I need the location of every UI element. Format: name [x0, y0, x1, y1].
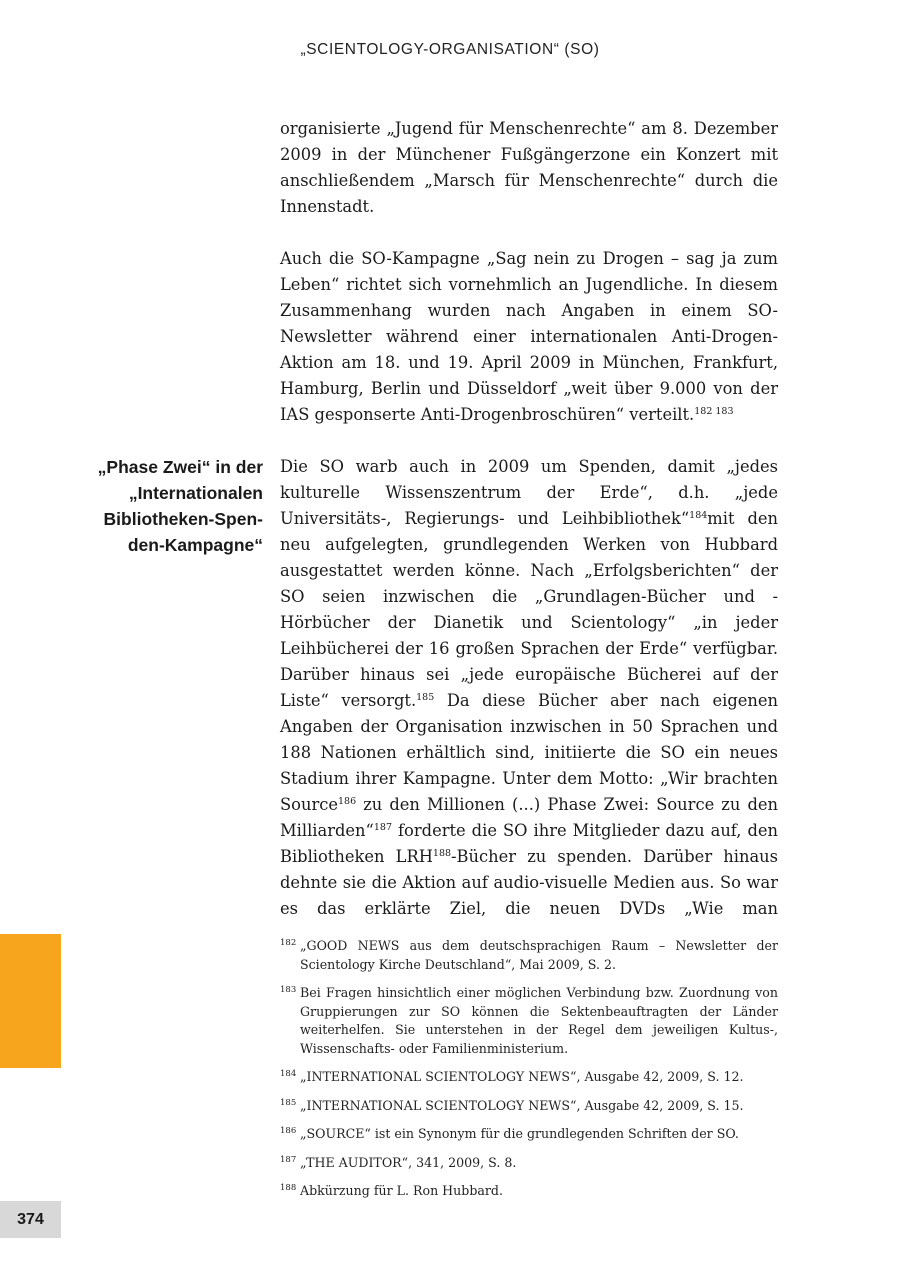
- paragraph-text: Auch die SO-Kampagne „Sag nein zu Drogen – sag ja zum Leben“ richtet sich vornehmlich an Jugendliche. In diesem Zusammenhang wurden nach Angaben in einem SO-Newsletter während einer internationalen Anti-Drogen-Aktion am 18. und 19. April 2009 in München, Frankfurt, Hamburg, Berlin und Düsseldorf „weit über 9.000 von der IAS gesponserte Anti-Drogenbroschüren“ verteilt.: [280, 249, 778, 424]
- footnote-text: „SOURCE“ ist ein Synonym für die grundlegenden Schriften der SO.: [300, 1126, 739, 1141]
- footnote-item: [280, 1125, 778, 1144]
- footnote-number: 188: [280, 1183, 297, 1193]
- footnote-item: [280, 937, 778, 974]
- footnote-ref[interactable]: 185: [416, 692, 435, 703]
- footnote-number: 187: [280, 1154, 297, 1165]
- chapter-color-tab: [0, 934, 61, 1068]
- page-number: 374: [0, 1201, 61, 1238]
- body-paragraph-1: [280, 116, 778, 220]
- footnote-text: „THE AUDITOR“, 341, 2009, S. 8.: [300, 1154, 517, 1170]
- running-head: „SCIENTOLOGY-ORGANISATION“ (SO): [300, 41, 600, 58]
- footnote-text: Bei Fragen hinsichtlich einer möglichen Verbindung bzw. Zuordnung von Gruppierungen zur SO können die Sektenbeauftragten der Länder weiterhelfen. Sie unterstehen in der Regel dem jeweiligen Kultus-, Wissenschafts- oder Familienministerium.: [300, 985, 778, 1056]
- footnote-number: 182: [280, 938, 297, 948]
- footnote-ref[interactable]: 184: [689, 510, 708, 521]
- paragraph-text: organisierte „Jugend für Menschenrechte“ am 8. Dezember 2009 in der Münchener Fußgängerzone ein Konzert mit anschließendem „Marsch für Menschenrechte“ durch die Innenstadt.: [280, 119, 778, 216]
- footnote-ref[interactable]: 188: [432, 848, 452, 859]
- side-heading-line: „Internationalen: [128, 483, 263, 503]
- footnote-number: 185: [280, 1097, 297, 1108]
- footnote-ref[interactable]: 182 183: [694, 406, 734, 417]
- footnote-number: 186: [280, 1126, 297, 1136]
- footnote-item: [280, 1154, 778, 1173]
- footnote-number: 183: [280, 985, 297, 995]
- footnote-text: „GOOD NEWS aus dem deutschsprachigen Raum – Newsletter der Scientology Kirche Deutschland“, Mai 2009, S. 2.: [300, 938, 778, 972]
- paragraph-text: zu den Millionen (...) Phase Zwei: Source zu den Milliarden“: [280, 795, 778, 840]
- footnote-ref[interactable]: 187: [373, 822, 392, 833]
- footnote-item: [280, 1182, 778, 1201]
- footnotes: [280, 937, 778, 1211]
- footnote-text: „INTERNATIONAL SCIENTOLOGY NEWS“, Ausgabe 42, 2009, S. 15.: [300, 1097, 744, 1113]
- body-paragraph-2: [280, 246, 778, 428]
- paragraph-text: Die SO warb auch in 2009 um Spenden, damit „jedes kulturelle Wissenszentrum der Erde“, d.h. „jede Universitäts-, Regierungs- und Leihbibliothek“: [280, 457, 778, 528]
- side-heading: [60, 454, 263, 558]
- footnote-text: „INTERNATIONAL SCIENTOLOGY NEWS“, Ausgabe 42, 2009, S. 12.: [300, 1069, 744, 1084]
- footnote-item: [280, 1068, 778, 1087]
- side-heading-line: „Phase Zwei“ in der: [97, 457, 263, 477]
- paragraph-text: mit den neu aufgelegten, grundlegenden Werken von Hubbard ausgestattet werden könne. Nach „Erfolgsberichten“ der SO seien inzwischen die „Grundlagen-Bücher und -Hörbücher der Dianetik und Scientology“ „in jeder Leihbücherei der 16 großen Sprachen der Erde“ verfügbar. Darüber hinaus sei „jede europäische Bücherei auf der Liste“ versorgt.: [280, 509, 778, 710]
- body-paragraph-3: [280, 454, 778, 922]
- side-heading-line: den-Kampagne“: [127, 535, 263, 555]
- side-heading-line: Bibliotheken-Spen-: [103, 509, 263, 529]
- paragraph-text: forderte die SO ihre Mitglieder dazu auf, den Bibliotheken LRH: [280, 821, 778, 866]
- footnote-text: Abkürzung für L. Ron Hubbard.: [300, 1183, 503, 1198]
- paragraph-text: -Bücher zu spenden. Darüber hinaus dehnte sie die Aktion auf audio-visuelle Medien aus. So war es das erklärte Ziel, die neuen DVDs „Wie man: [280, 847, 778, 918]
- footnote-number: 184: [280, 1069, 297, 1079]
- footnote-ref[interactable]: 186: [337, 796, 357, 807]
- paragraph-text: Da diese Bücher aber nach eigenen Angaben der Organisation inzwischen in 50 Sprachen und 188 Nationen erhältlich sind, initiierte die SO ein neues Stadium ihrer Kampagne. Unter dem Motto: „Wir brachten Source: [280, 691, 778, 814]
- footnote-item: [280, 984, 778, 1058]
- footnote-item: [280, 1097, 778, 1116]
